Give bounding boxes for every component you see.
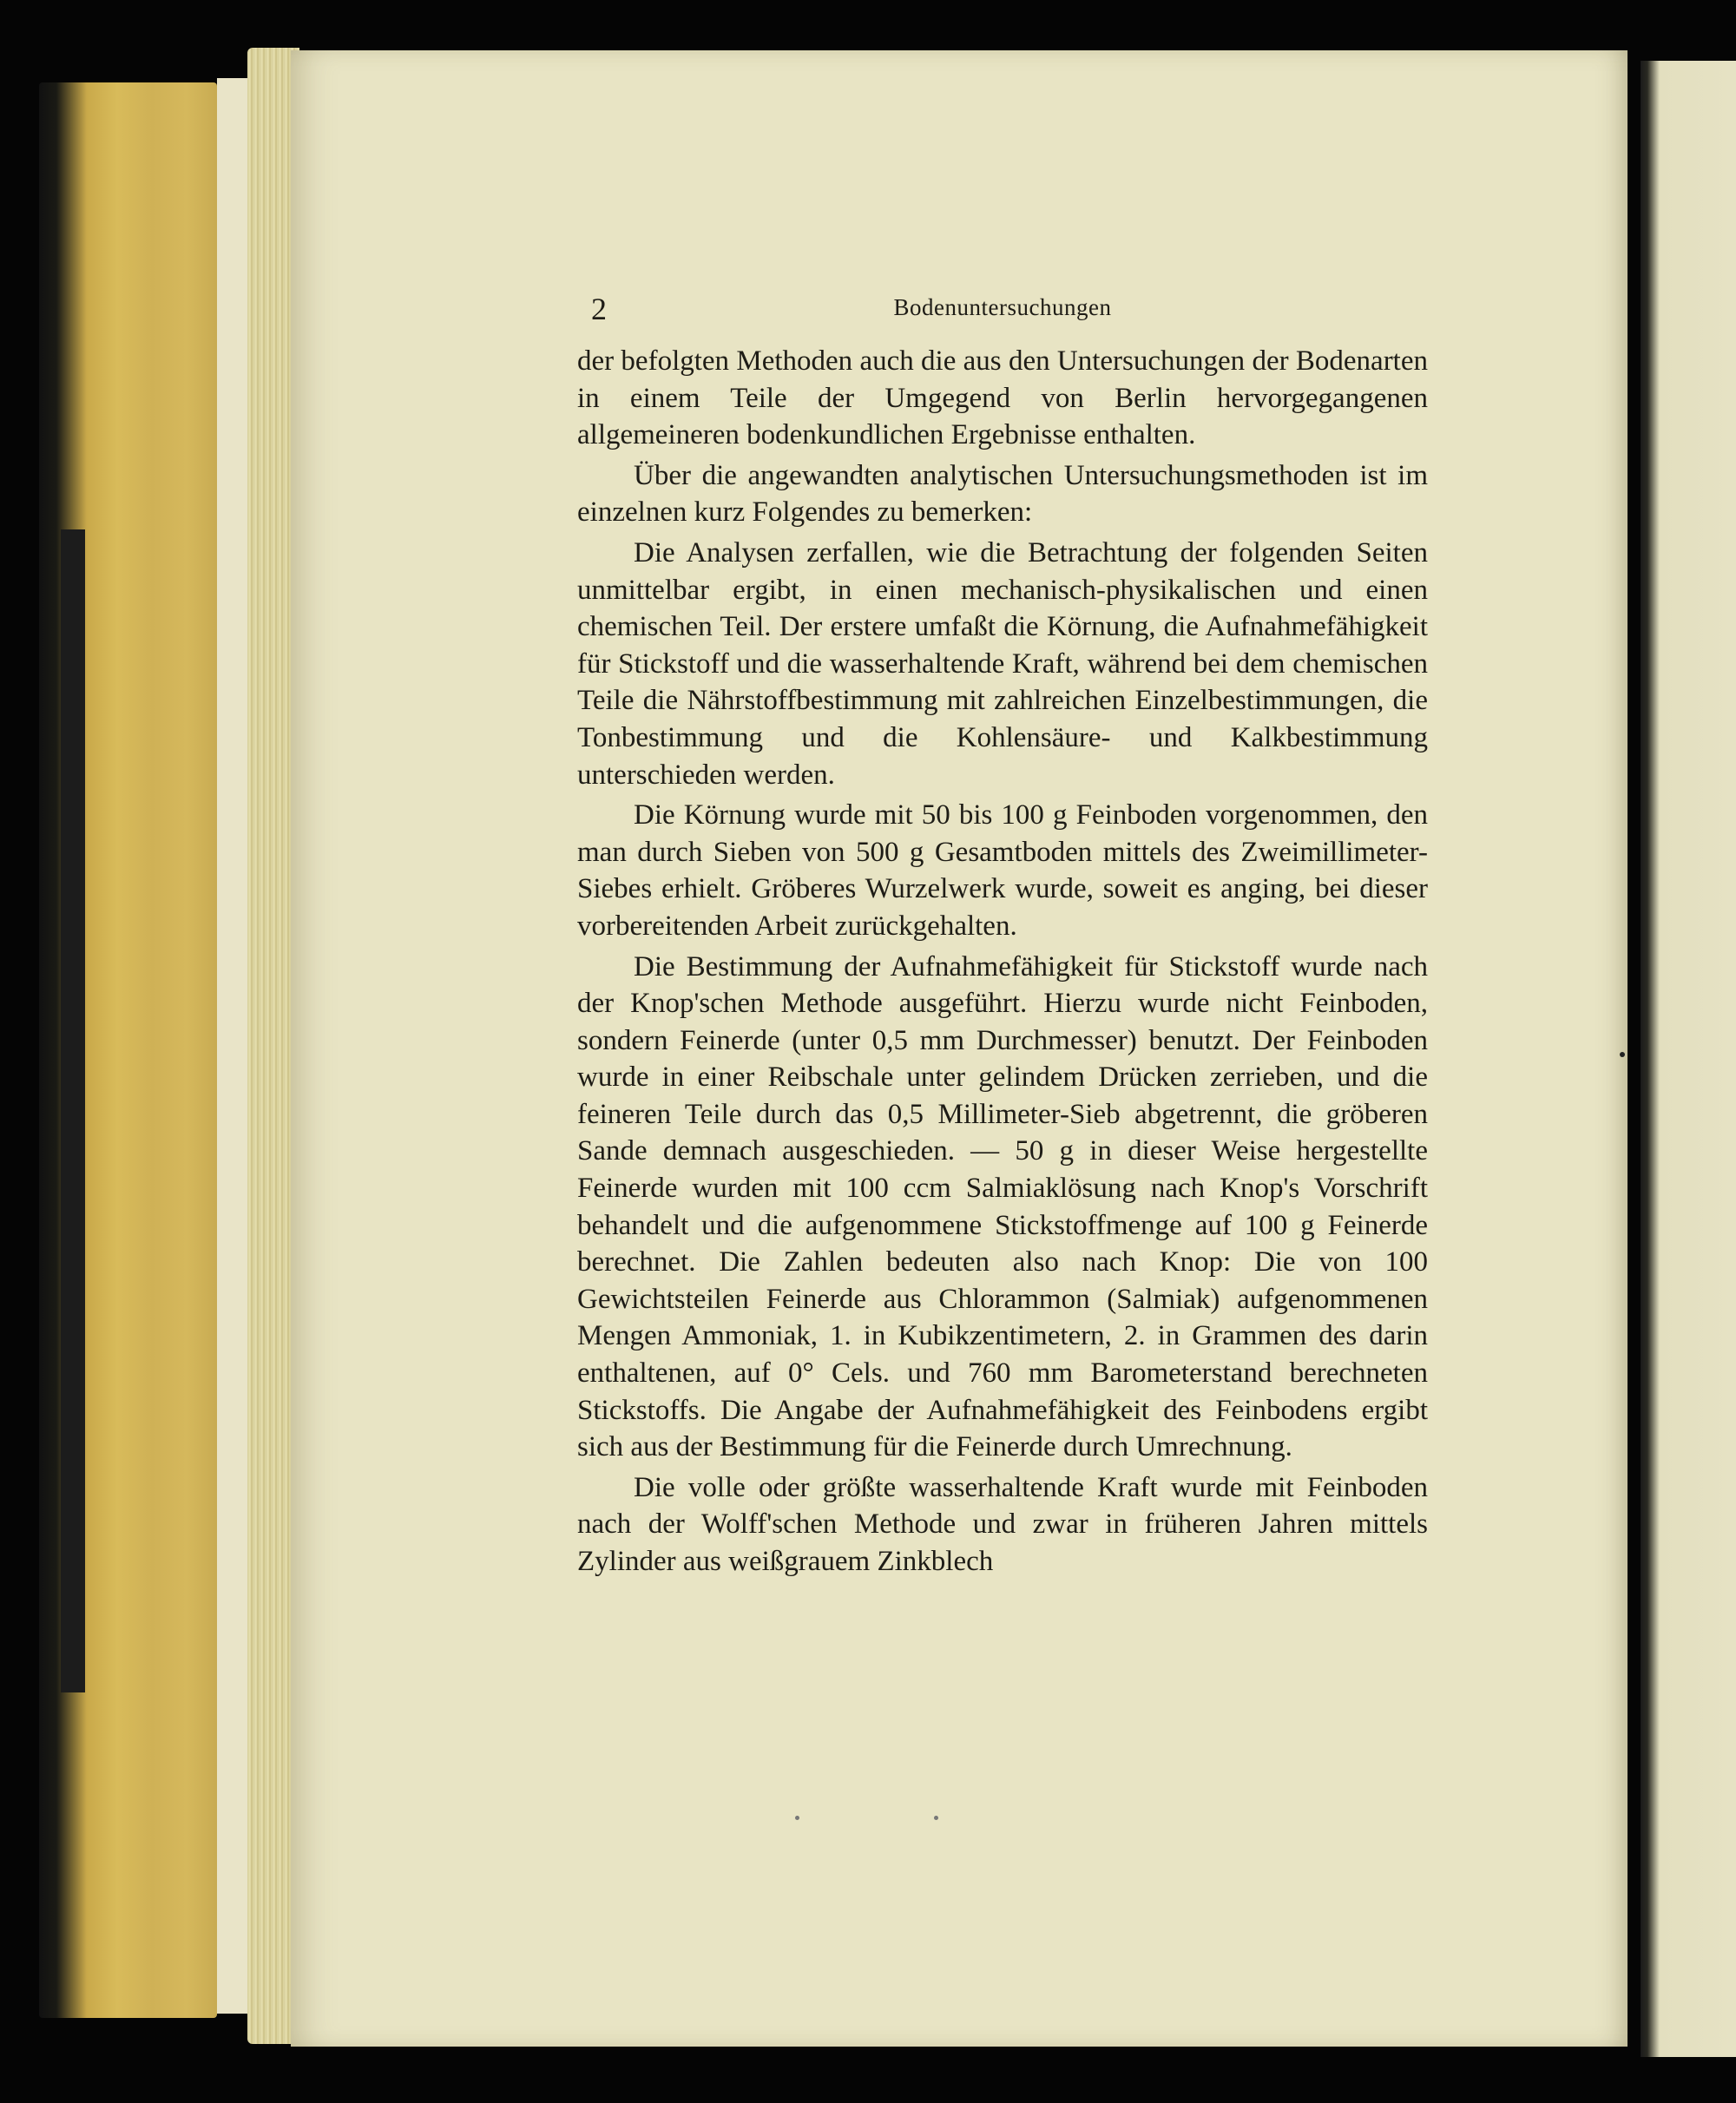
paragraph-4: Die Körnung wurde mit 50 bis 100 g Feinboden vorgenommen, den man durch Sieben von 500 g Gesamtboden mittels des Zweimillimeter-Siebes erhielt. Gröberes Wurzelwerk wurde, soweit es anging, bei dieser vorbereitenden Arbeit zurückgehalten.: [577, 799, 1428, 942]
left-book-shadow: [61, 529, 85, 1692]
paragraph-2: Über die angewandten analytischen Untersuchungsmethoden ist im einzelnen kurz Folgendes zu bemerken:: [577, 459, 1428, 529]
paragraph-1: der befolgten Methoden auch die aus den Untersuchungen der Bodenarten in einem Teile der Umgegend von Berlin hervorgegangenen allgemeineren bodenkundlichen Ergebnisse enthalten.: [577, 345, 1428, 451]
speck: [795, 1816, 799, 1820]
page-stack-back: [217, 78, 252, 2014]
paragraph-3: Die Analysen zerfallen, wie die Betrachtung der folgenden Seiten unmittelbar ergibt, in einen mechanisch-physikalischen und einen chemischen Teil. Der erstere umfaßt die Körnung, die Aufnahmefähigkeit für Stickstoff und die wasserhaltende Kraft, während bei dem chemischen Teile die Nährstoffbestimmung mit zahlreichen Einzelbestimmungen, die Tonbestimmung und die Kohlensäure- und Kalkbestimmung unterschieden werden.: [577, 536, 1428, 791]
page-header: [577, 291, 1428, 343]
paragraph-6: Die volle oder größte wasserhaltende Kraft wurde mit Feinboden nach der Wolff'schen Methode und zwar in früheren Jahren mittels Zylinder aus weißgrauem Zinkblech: [577, 1471, 1428, 1577]
speck: [1620, 1052, 1625, 1057]
speck: [934, 1816, 938, 1820]
page-number: 2: [591, 292, 607, 326]
paragraph-5: Die Bestimmung der Aufnahmefähigkeit für Stickstoff wurde nach der Knop'schen Methode ausgeführt. Hierzu wurde nicht Feinboden, sondern Feinerde (unter 0,5 mm Durchmesser) benutzt. Der Feinboden wurde in einer Reibschale unter gelindem Drücken zerrieben, und die feineren Teile durch das 0,5 Millimeter-Sieb abgetrennt, die gröberen Sande demnach ausgeschieden. — 50 g in dieser Weise hergestellte Feinerde wurden mit 100 ccm Salmiaklösung nach Knop's Vorschrift behandelt und die aufgenommene Stickstoffmenge auf 100 g Feinerde berechnet. Die Zahlen bedeuten also nach Knop: Die von 100 Gewichtsteilen Feinerde aus Chlorammon (Salmiak) aufgenommenen Mengen Ammoniak, 1. in Kubikzentimetern, 2. in Grammen des darin enthaltenen, auf 0° Cels. und 760 mm Barometerstand berechneten Stickstoffs. Die Angabe der Aufnahmefähigkeit des Feinbodens ergibt sich aus der Bestimmung für die Feinerde durch Umrechnung.: [577, 950, 1428, 1463]
facing-page: [1641, 61, 1736, 2057]
page-text: [577, 291, 1428, 1581]
running-head: Bodenuntersuchungen: [893, 294, 1112, 320]
